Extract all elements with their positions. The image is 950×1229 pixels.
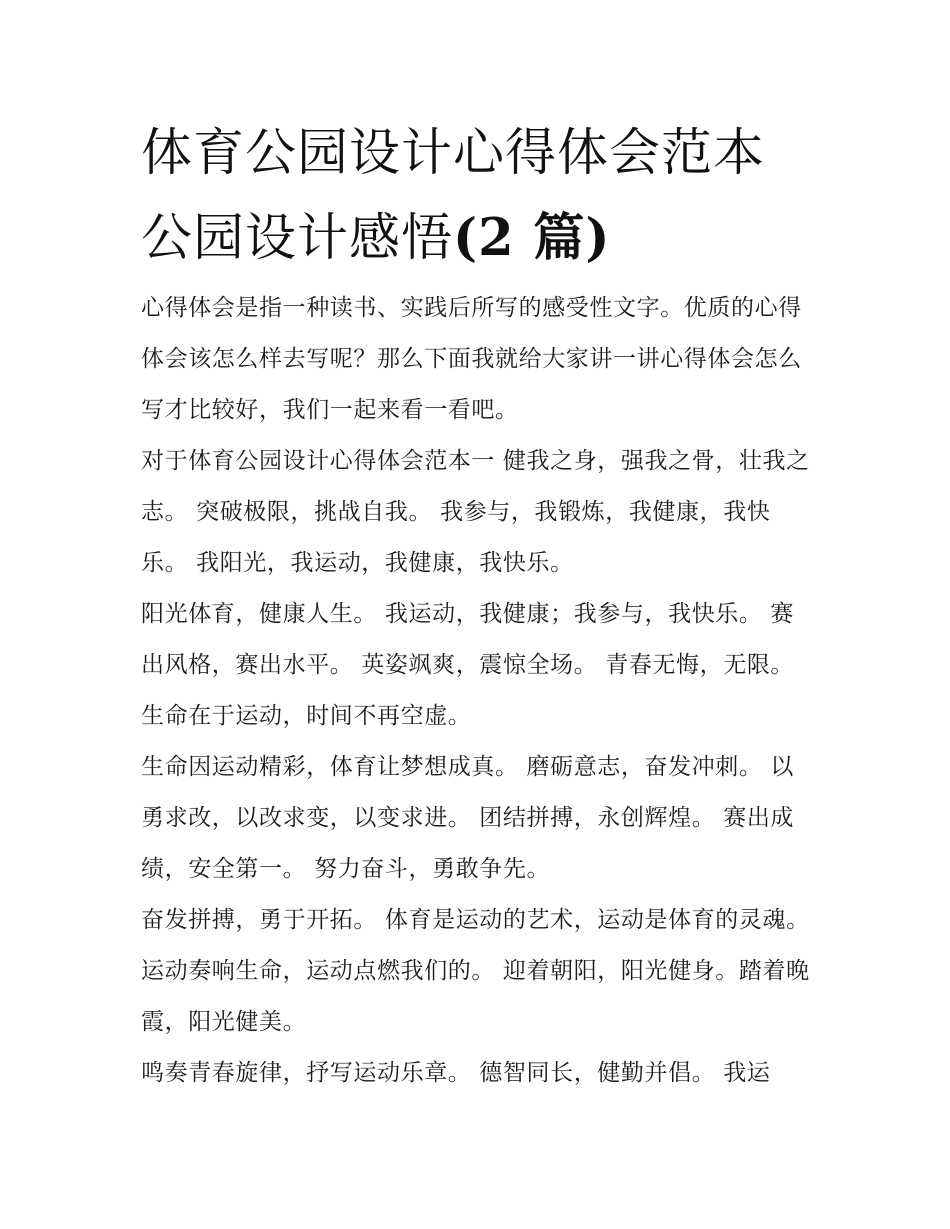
body-paragraph: 对于体育公园设计心得体会范本一 健我之身，强我之骨，壮我之志。 突破极限，挑战自我。 我参与，我锻炼，我健康，我快乐。 我阳光，我运动，我健康，我快乐。 xyxy=(141,448,810,576)
document-title-main: 体育公园设计心得体会范本 公园设计感悟 xyxy=(141,124,766,268)
body-paragraph: 生命因运动精彩，体育让梦想成真。 磨砺意志，奋发冲刺。 以勇求改，以改求变，以变求进。 团结拼搏，永创辉煌。 赛出成绩，安全第一。 努力奋斗，勇敢争先。 xyxy=(141,754,795,882)
body-paragraph: 鸣奏青春旋律，抒写运动乐章。 德智同长，健勤并倡。 我运 xyxy=(141,1060,771,1086)
document-title-suffix: (2 篇) xyxy=(453,208,611,268)
document-body xyxy=(141,283,813,1099)
document-page xyxy=(141,112,813,1099)
body-paragraph: 奋发拼搏，勇于开拓。 体育是运动的艺术，运动是体育的灵魂。 运动奏响生命，运动点燃我们的。 迎着朝阳，阳光健身。踏着晚霞，阳光健美。 xyxy=(141,907,810,1035)
body-paragraph: 阳光体育，健康人生。 我运动，我健康；我参与，我快乐。 赛出风格，赛出水平。 英姿飒爽，震惊全场。 青春无悔，无限。 生命在于运动，时间不再空虚。 xyxy=(141,601,795,729)
body-paragraph: 心得体会是指一种读书、实践后所写的感受性文字。优质的心得体会该怎么样去写呢？那么下面我就给大家讲一讲心得体会怎么写才比较好，我们一起来看一看吧。 xyxy=(141,295,802,423)
document-title xyxy=(141,112,813,281)
